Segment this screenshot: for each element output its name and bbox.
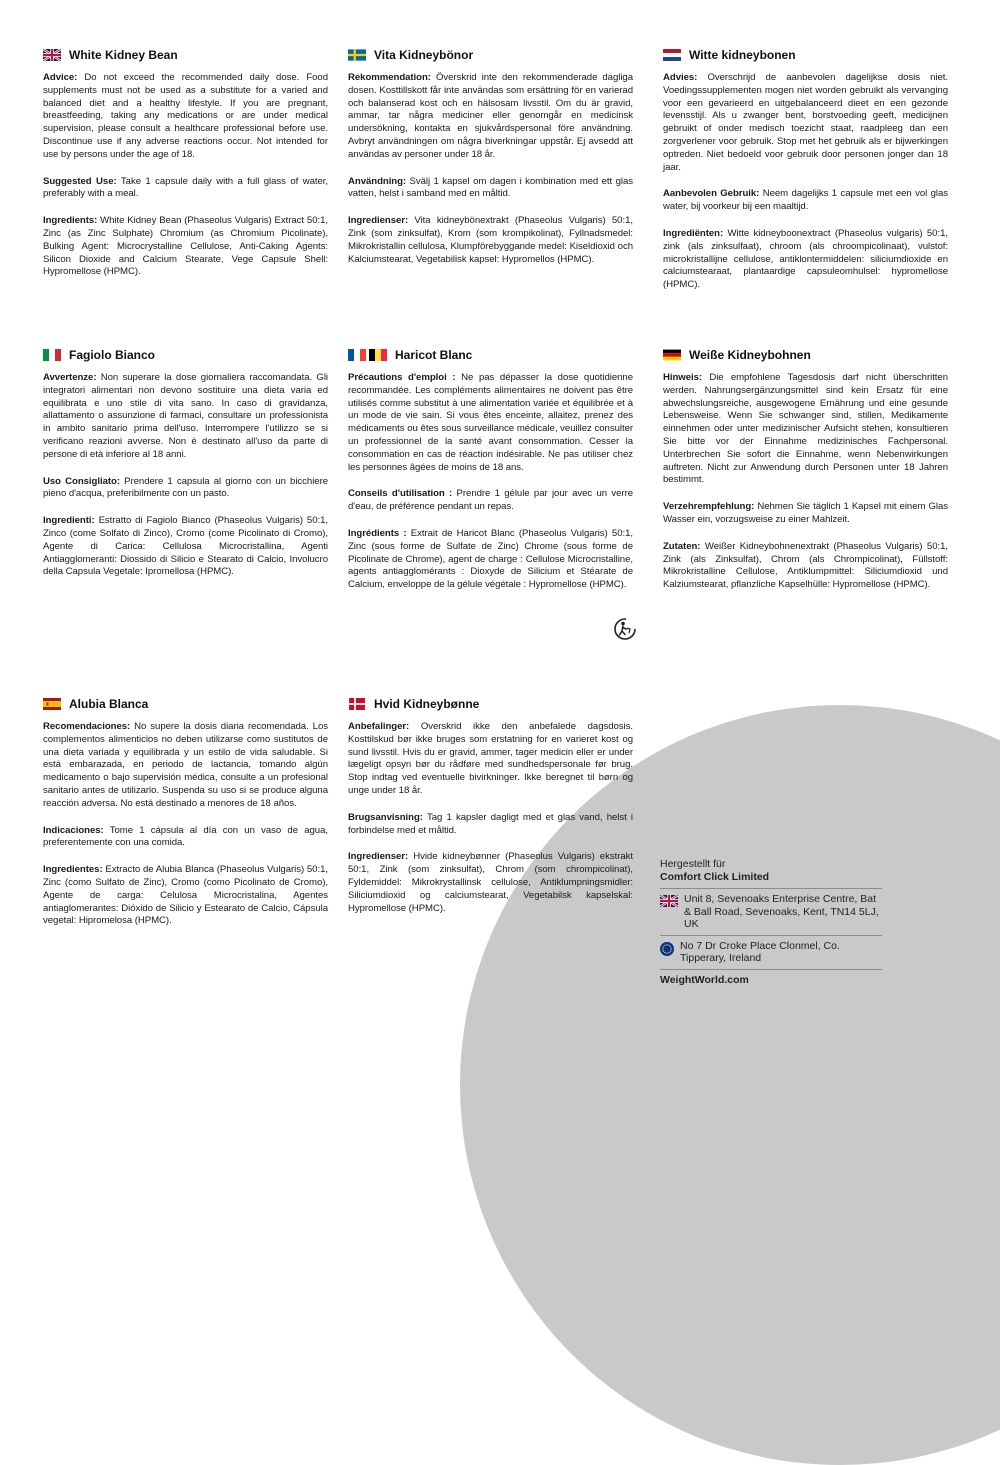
advice-text: No supere la dosis diaria recomendada. Los complementos alimenticios no deben utilizarse como sustitutos de una dieta variada y equilibrada y un estilo de vida saludable. Si está embarazada, en periodo de lactancia, tomando algún medicamento o bajo supervisión médica, consulte a un profesional sanitario antes de utilizarlo. Suspenda su uso si se produce alguna reacción adversa. No está destinado a menores de 18 años. (43, 721, 328, 809)
ingredients-label: Ingredienser: (348, 851, 409, 863)
section-dutch (663, 48, 948, 306)
website-link[interactable]: WeightWorld.com (660, 969, 882, 986)
advice-text: Överskrid inte den rekommenderade dagliga dosen. Kosttillskott får inte användas som ersättning för en varierad och balanserad kost och en hälsosam livsstil. Om du är gravid, ammar, tar några mediciner eller genomgår en medicinsk undersökning, kontakta en sjukvårdspersonal före användning. Avbryt användningen om några biverkningar uppstår. Ej avsedd att användas av personer under 18 år. (348, 72, 633, 160)
advice-label: Advies: (663, 72, 698, 83)
advice-label: Anbefalinger: (348, 721, 410, 732)
use-text: Take 1 capsule daily with a full glass of water, preferably with a meal. (43, 175, 328, 200)
section-title (43, 348, 328, 362)
use-label: Indicaciones: (43, 824, 104, 836)
use-paragraph (43, 176, 328, 202)
ingredients-label: Zutaten: (663, 540, 701, 552)
uk-flag-icon (660, 895, 678, 907)
use-label: Uso Consigliato: (43, 475, 120, 487)
section-title (43, 48, 328, 62)
section-title (663, 348, 948, 362)
section-german (663, 348, 948, 606)
section-english (43, 48, 328, 293)
spain-flag-icon (43, 698, 61, 710)
section-title (43, 697, 328, 711)
sweden-flag-icon (348, 49, 366, 61)
use-label: Brugsanvisning: (348, 811, 423, 823)
use-paragraph (663, 501, 948, 527)
denmark-flag-icon (348, 698, 366, 710)
use-label: Aanbevolen Gebruik: (663, 188, 760, 200)
advice-text: Ne pas dépasser la dose quotidienne recommandée. Les compléments alimentaires ne doivent pas être utilisés comme substitut à une alimentation variée et équilibrée et à un mode de vie sain. Si vous êtes enceinte, allaitez, prenez des médicaments ou êtes sous surveillance médicale, veuillez consulter un professionnel de la santé avant consommation. Cesser la consommation en cas de réaction indésirable. Ne pas utiliser chez les personnes âgées de moins de 18 ans. (348, 372, 633, 473)
section-swedish (348, 48, 633, 280)
section-title (348, 348, 633, 362)
section-italian (43, 348, 328, 593)
ingredients-label: Ingredientes: (43, 864, 103, 876)
germany-flag-icon (663, 349, 681, 361)
section-title-text: Vita Kidneybönor (374, 48, 474, 62)
use-text: Neem dagelijks 1 capsule met een vol glas water, bij voorkeur bij een maaltijd. (663, 188, 948, 213)
section-title-text: Alubia Blanca (69, 697, 149, 711)
section-title-text: Hvid Kidneybønne (374, 697, 480, 711)
ingredients-text: Hvide kidneybønner (Phaseolus Vulgaris) ekstrakt 50:1, Zink (som zinksulfat), Chrom (som chrompicolinat), Fyldemiddel: Mikrokrystallinsk cellulose, Antiklumpningsmidler: Siliciumdioxid og calciumstearat, Vegetabilsk kapselskal: Hypromellose (HPMC). (348, 851, 633, 914)
ingredients-text: Estratto di Fagiolo Bianco (Phaseolus Vulgaris) 50:1, Zinco (come Solfato di Zinco), Cromo (come Picolinato di Cromo), Agente di Carica: Cellulosa Microcristallina, Agenti Antiagglomeranti: Diossido di Silicio e Stearato di Calcio, Involucro della Capsula Vegetale: Ipromellosa (HPMC). (43, 515, 328, 578)
uk-address: Unit 8, Sevenoaks Enterprise Centre, Bat & Ball Road, Sevenoaks, Kent, TN14 5LJ, UK (684, 893, 879, 930)
ingredients-label: Ingrédients : (348, 527, 407, 539)
advice-label: Hinweis: (663, 372, 703, 383)
section-title (348, 697, 633, 711)
section-title (348, 48, 633, 62)
ingredients-label: Ingredienti: (43, 515, 95, 527)
ingredients-text: Witte kidneyboonextract (Phaseolus vulgaris) 50:1, zink (als zinksulfaat), chroom (als chroompicolinaat), vulstof: microkristallijne cellulose, antiklontermiddelen: siliciumdioxide en calciumstearaat, plantaardige capsuleomhulsel: hypromellose (HPMC). (663, 227, 948, 291)
section-title-text: White Kidney Bean (69, 48, 178, 62)
ingredients-text: Extracto de Alubia Blanca (Phaseolus Vulgaris) 50:1, Zinc (como Sulfato de Zinc), Cromo (como Picolinato de Cromo), Agente de carga: Celulosa Microcristalina, Agentes antiaglomerantes: Dióxido de Silicio y Estearato de Calcio, Cápsula vegetal: Hipromelosa (HPMC). (43, 864, 328, 927)
company-name: Comfort Click Limited (660, 871, 770, 883)
manufactured-for-label: Hergestellt für (660, 858, 726, 870)
use-paragraph (43, 476, 328, 502)
section-title (663, 48, 948, 62)
advice-label: Advice: (43, 72, 78, 83)
advice-text: Die empfohlene Tagesdosis darf nicht überschritten werden. Nahrungsergänzungsmittel sind kein Ersatz für eine abwechslungsreiche, ausgewogene Ernährung und eine gesunde Lebensweise. Wenn Sie schwanger sind, stillen, Medikamente einnehmen oder unter medizinischer Aufsicht stehen, konsultieren Sie bitte vor der Einnahme medizinisches Fachpersonal. Unterbrechen Sie sofort die Einnahme, wenn Nebenwirkungen auftreten. Nicht zur Anwendung durch Personen unter 18 Jahren bestimmt. (663, 372, 948, 486)
use-label: Conseils d'utilisation : (348, 488, 453, 500)
ingredients-paragraph (348, 851, 633, 915)
section-title-text: Fagiolo Bianco (69, 348, 156, 362)
advice-paragraph (348, 721, 633, 798)
ingredients-paragraph (348, 215, 633, 266)
france-flag-icon (348, 349, 366, 361)
section-french (348, 348, 633, 606)
ingredients-text: Extrait de Haricot Blanc (Phaseolus Vulgaris) 50:1, Zinc (sous forme de Sulfate de Zinc) Chrome (sous forme de Picolinate de Chrome), agent de charge : Cellulose Microcristalline, agents antiagglomérants : Dioxyde de Silicium et Stéarate de Calcium, enveloppe de la gélule végétale : Hypromellose (HPMC). (348, 527, 634, 591)
advice-text: Do not exceed the recommended daily dose. Food supplements must not be used as a substitute for a varied and balanced diet and a healthy lifestyle. If you are pregnant, breastfeeding, taking any medications or are under medical supervision, please consult a healthcare professional before use. Discontinue use if any adverse reactions occur. Not intended for use by persons under the age of 18. (43, 72, 328, 160)
netherlands-flag-icon (663, 49, 681, 61)
advice-text: Overschrijd de aanbevolen dagelijkse dosis niet. Voedingssupplementen mogen niet worden gebruikt als vervanging voor een gevarieerd en uitgebalanceerd dieet en een gezonde levensstijl. Als u zwanger bent, borstvoeding geeft, medicijnen gebruikt of onder medisch toezicht staat, raadpleeg dan een zorgverlener voor gebruik. Stop met het gebruik als er bijwerkingen optreden. Niet bedoeld voor gebruik door personen jonger dan 18 jaar. (663, 72, 948, 173)
ingredients-paragraph (43, 864, 328, 928)
eu-flag-icon (660, 942, 674, 956)
advice-paragraph (43, 721, 328, 811)
use-paragraph (348, 488, 633, 514)
use-paragraph (348, 812, 633, 838)
ingredients-text: Vita kidneybönextrakt (Phaseolus Vulgaris) 50:1, Zink (som zinksulfat), Krom (som krompikolinat), Fyllnadsmedel: Mikrokristallin cellulosa, Klumpförebyggande medel: Kiseldioxid och Kalciumstearat, Vegetabilisk kapsel: Hypromellos (HPMC). (348, 215, 633, 265)
eu-address: No 7 Dr Croke Place Clonmel, Co. Tipperary, Ireland (680, 939, 840, 964)
use-paragraph (663, 188, 948, 214)
use-text: Tome 1 cápsula al día con un vaso de agua, preferentemente con una comida. (43, 824, 328, 849)
advice-paragraph (348, 372, 633, 474)
advice-label: Rekommendation: (348, 72, 431, 83)
advice-paragraph (43, 72, 328, 162)
ingredients-paragraph (663, 541, 948, 592)
belgium-flag-icon (369, 349, 387, 361)
ingredients-text: White Kidney Bean (Phaseolus Vulgaris) Extract 50:1, Zinc (as Zinc Sulphate) Chromium (as Chromium Picolinate), Bulking Agent: Microcrystalline Cellulose, Anti-Caking Agents: Silicon Dioxide and Calcium Stearate, Vege Capsule Shell: Hypromellose (HPMC). (43, 215, 328, 278)
section-spanish (43, 697, 328, 942)
uk-flag-icon (43, 49, 61, 61)
advice-text: Overskrid ikke den anbefalede dagsdosis. Kosttilskud bør ikke bruges som erstatning for en varieret kost og sund livsstil. Hvis du er gravid, ammer, tager medicin eller er under lægeligt opsyn bør du rådføre med sundhedspersonale før brug. Stop indtag ved eventuelle bivirkninger. Ikke beregnet til børn og unge under 18 år. (348, 721, 633, 796)
advice-text: Non superare la dose giornaliera raccomandata. Gli integratori alimentari non devono sostituire una dieta varia ed equilibrata e uno stile di vita sano. In caso di gravidanza, allattamento o assunzione di farmaci, consultare un professionista in ambito sanitario prima dell'uso. Interrompere l'utilizzo se si verificano reazioni avverse. Non è destinato all'uso da parte di persone di età inferiore al 18 anni. (43, 372, 328, 460)
section-danish (348, 697, 633, 929)
ingredients-label: Ingrediënten: (663, 227, 724, 239)
ingredients-label: Ingredienser: (348, 215, 409, 227)
advice-paragraph (43, 372, 328, 462)
use-label: Användning: (348, 175, 407, 187)
ingredients-label: Ingredients: (43, 215, 98, 227)
recycling-person-icon (612, 616, 638, 642)
use-text: Tag 1 kapsler dagligt med et glas vand, helst i forbindelse med et måltid. (348, 811, 633, 836)
use-text: Nehmen Sie täglich 1 Kapsel mit einem Glas Wasser ein, vorzugsweise zu einer Mahlzeit. (663, 501, 948, 525)
uk-address-row (660, 888, 882, 935)
use-label: Suggested Use: (43, 175, 117, 187)
use-label: Verzehrempfehlung: (663, 501, 755, 513)
ingredients-paragraph (43, 515, 328, 579)
ingredients-paragraph (348, 528, 633, 592)
eu-address-row (660, 935, 882, 969)
section-title-text: Haricot Blanc (395, 348, 473, 362)
ingredients-paragraph (43, 215, 328, 279)
ingredients-paragraph (663, 228, 948, 292)
use-text: Prendre 1 gélule par jour avec un verre d'eau, de préférence pendant un repas. (348, 488, 633, 513)
section-title-text: Weiße Kidneybohnen (689, 348, 811, 362)
advice-paragraph (663, 72, 948, 174)
advice-label: Recomendaciones: (43, 721, 131, 732)
advice-paragraph (348, 72, 633, 162)
use-paragraph (43, 825, 328, 851)
italy-flag-icon (43, 349, 61, 361)
manufacturer-block (660, 858, 882, 986)
ingredients-text: Weißer Kidneybohnenextrakt (Phaseolus Vulgaris) 50:1, Zink (als Zinksulfat), Chrom (als Chrompicolinat), Füllstoff: Mikrokristalline Cellulose, Antiklumpmittel: Siliciumdioxid und Kalziumstearat, pflanzliche Kapselhülle: Hypromellose (HPMC). (663, 540, 948, 591)
use-text: Prendere 1 capsula al giorno con un bicchiere pieno d'acqua, preferibilmente con un pasto. (43, 475, 329, 500)
advice-label: Précautions d'emploi : (348, 372, 456, 383)
advice-paragraph (663, 372, 948, 487)
use-text: Svälj 1 kapsel om dagen i kombination med ett glas vatten, helst i samband med en måltid. (348, 175, 633, 200)
advice-label: Avvertenze: (43, 372, 97, 383)
use-paragraph (348, 176, 633, 202)
section-title-text: Witte kidneybonen (689, 48, 796, 62)
